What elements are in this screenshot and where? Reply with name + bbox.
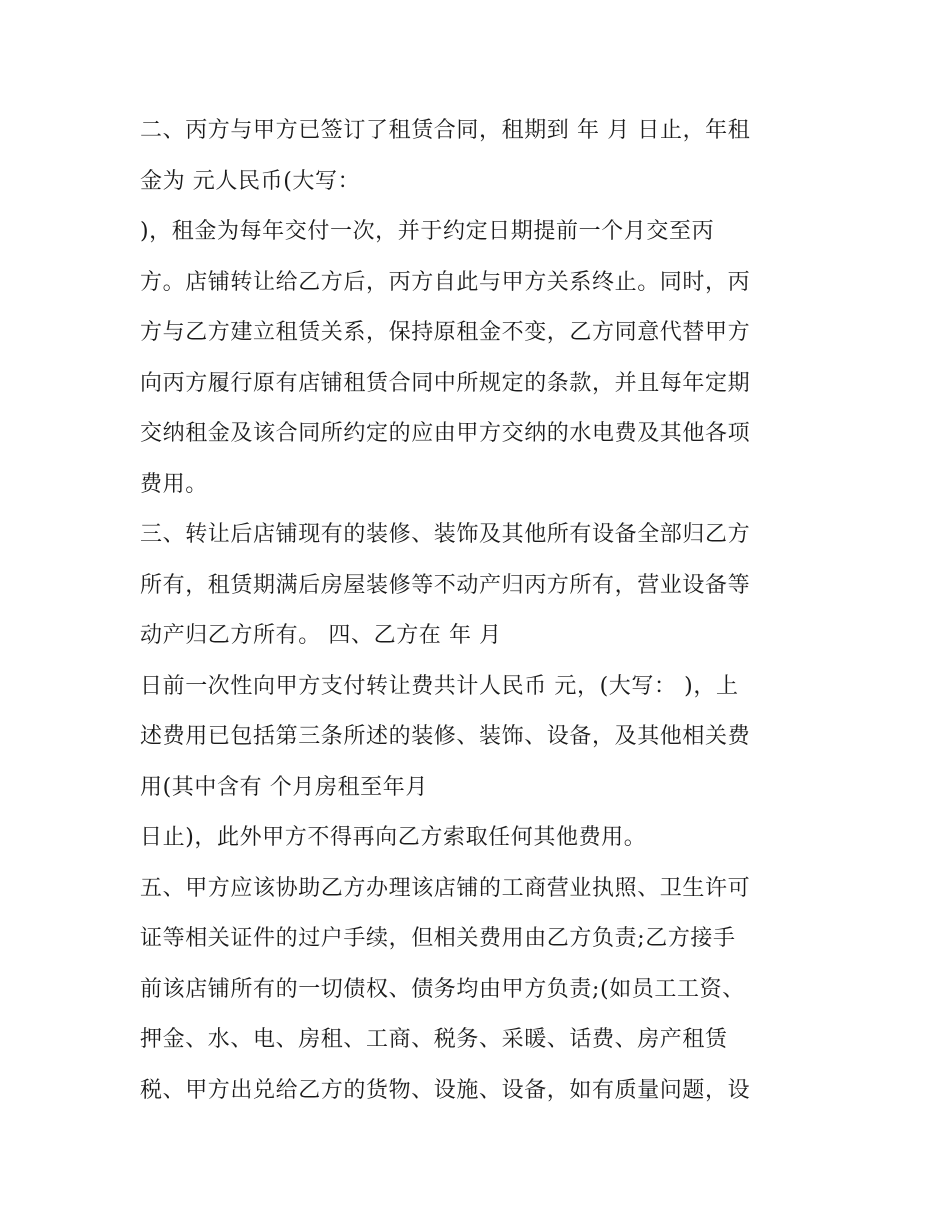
text-line: 费用。 xyxy=(140,471,208,497)
text-line: 用(其中含有 个月房租至年月 xyxy=(140,774,428,800)
contract-body-text xyxy=(140,106,830,1116)
text-line: )，租金为每年交付一次，并于约定日期提前一个月交至丙 xyxy=(140,219,715,244)
text-line: 向丙方履行原有店铺租赁合同中所规定的条款，并且每年定期 xyxy=(140,370,751,396)
text-line: 日前一次性向甲方支付转让费共计人民币 元，(大写： )，上 xyxy=(140,673,739,699)
text-line: 税、甲方出兑给乙方的货物、设施、设备，如有质量问题，设 xyxy=(140,1077,751,1103)
text-line: 前该店铺所有的一切债权、债务均由甲方负责;(如员工工资、 xyxy=(140,976,745,1002)
text-line: 三、转让后店铺现有的装修、装饰及其他所有设备全部归乙方 xyxy=(140,522,751,547)
text-line: 方。店铺转让给乙方后，丙方自此与甲方关系终止。同时，丙 xyxy=(140,269,751,295)
text-line: 动产归乙方所有。 四、乙方在 年 月 xyxy=(140,623,502,648)
text-line: 述费用已包括第三条所述的装修、装饰、设备，及其他相关费 xyxy=(140,724,751,749)
text-line: 方与乙方建立租赁关系，保持原租金不变，乙方同意代替甲方 xyxy=(140,320,751,345)
text-line: 所有，租赁期满后房屋装修等不动产归丙方所有，营业设备等 xyxy=(140,572,751,598)
text-line: 金为 元人民币(大写： xyxy=(140,168,361,194)
text-line: 证等相关证件的过户手续，但相关费用由乙方负责;乙方接手 xyxy=(140,926,736,951)
text-line: 押金、水、电、房租、工商、税务、采暖、话费、房产租赁 xyxy=(140,1027,728,1052)
text-line: 二、丙方与甲方已签订了租赁合同，租期到 年 月 日止，年租 xyxy=(140,118,751,143)
text-line: 交纳租金及该合同所约定的应由甲方交纳的水电费及其他各项 xyxy=(140,421,751,446)
text-line: 日止)，此外甲方不得再向乙方索取任何其他费用。 xyxy=(140,825,647,850)
text-line: 五、甲方应该协助乙方办理该店铺的工商营业执照、卫生许可 xyxy=(140,875,751,901)
